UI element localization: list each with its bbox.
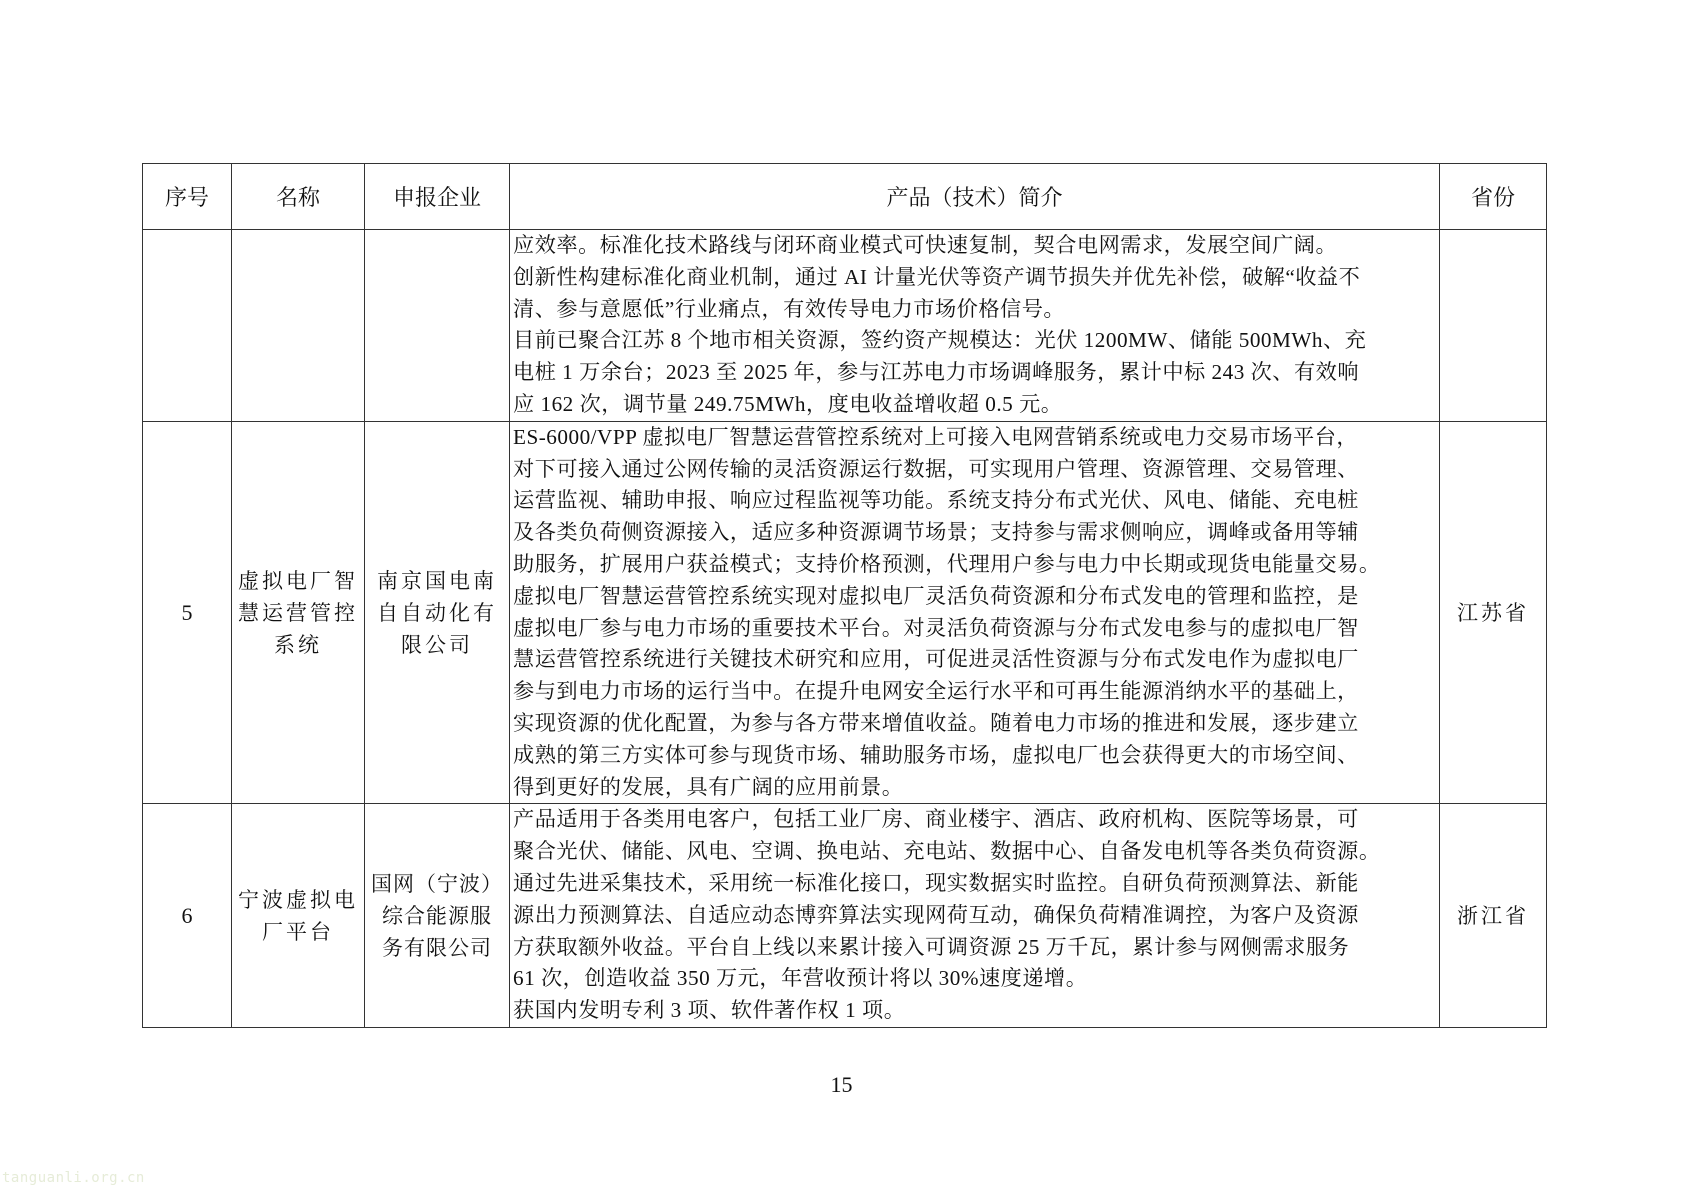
table-header-row xyxy=(143,164,1547,230)
name-line: 慧运营管控 xyxy=(238,600,358,625)
product-table xyxy=(142,163,1547,1028)
watermark: tanguanli.org.cn xyxy=(2,1170,145,1186)
description-line: 助服务，扩展用户获益模式；支持价格预测，代理用户参与电力中长期或现货电能量交易。 xyxy=(513,551,1381,576)
description-line: 得到更好的发展，具有广阔的应用前景。 xyxy=(513,774,904,799)
description-line: 获国内发明专利 3 项、软件著作权 1 项。 xyxy=(513,998,906,1023)
header-name: 名称 xyxy=(232,164,365,230)
cell-name xyxy=(232,421,365,804)
description-line: 电桩 1 万余台；2023 至 2025 年，参与江苏电力市场调峰服务，累计中标 243 次、有效响 xyxy=(513,360,1360,385)
name-line: 厂平台 xyxy=(262,919,334,944)
description-line: 方获取额外收益。平台自上线以来累计接入可调资源 25 万千瓦，累计参与网侧需求服务 xyxy=(513,934,1350,959)
header-company: 申报企业 xyxy=(365,164,510,230)
description-line: 参与到电力市场的运行当中。在提升电网安全运行水平和可再生能源消纳水平的基础上， xyxy=(513,679,1359,704)
cell-company xyxy=(365,230,510,422)
table-row xyxy=(143,230,1547,422)
cell-province xyxy=(1440,230,1547,422)
description-line: 源出力预测算法、自适应动态博弈算法实现网荷互动，确保负荷精准调控，为客户及资源 xyxy=(513,902,1359,927)
name-line: 系统 xyxy=(274,632,322,657)
header-description: 产品（技术）简介 xyxy=(510,164,1440,230)
cell-serial-number: 5 xyxy=(143,421,232,804)
description-line: 清、参与意愿低”行业痛点，有效传导电力市场价格信号。 xyxy=(513,296,1066,321)
description-line: 创新性构建标准化商业机制，通过 AI 计量光伏等资产调节损失并优先补偿，破解“收益不 xyxy=(513,264,1361,289)
description-line: 聚合光伏、储能、风电、空调、换电站、充电站、数据中心、自备发电机等各类负荷资源。 xyxy=(513,839,1381,864)
description-line: 61 次，创造收益 350 万元，年营收预计将以 30%速度递增。 xyxy=(513,966,1088,991)
name-line: 虚拟电厂智 xyxy=(238,568,358,593)
cell-description xyxy=(510,421,1440,804)
description-line: 产品适用于各类用电客户，包括工业厂房、商业楼宇、酒店、政府机构、医院等场景，可 xyxy=(513,807,1359,832)
cell-serial-number xyxy=(143,230,232,422)
company-line: 务有限公司 xyxy=(382,935,492,960)
description-line: 及各类负荷侧资源接入，适应多种资源调节场景；支持参与需求侧响应，调峰或备用等辅 xyxy=(513,520,1359,545)
cell-province: 江苏省 xyxy=(1440,421,1547,804)
description-line: 目前已聚合江苏 8 个地市相关资源，签约资产规模达：光伏 1200MW、储能 500MWh、充 xyxy=(513,328,1367,353)
cell-name xyxy=(232,230,365,422)
cell-company xyxy=(365,804,510,1028)
cell-description xyxy=(510,230,1440,422)
header-serial-number: 序号 xyxy=(143,164,232,230)
name-line: 宁波虚拟电 xyxy=(238,887,358,912)
cell-name xyxy=(232,804,365,1028)
page-number: 15 xyxy=(830,1072,853,1097)
company-line: 国网（宁波） xyxy=(371,871,503,896)
description-line: 通过先进采集技术，采用统一标准化接口，现实数据实时监控。自研负荷预测算法、新能 xyxy=(513,870,1359,895)
table-row xyxy=(143,804,1547,1028)
description-line: 慧运营管控系统进行关键技术研究和应用，可促进灵活性资源与分布式发电作为虚拟电厂 xyxy=(513,647,1359,672)
cell-description xyxy=(510,804,1440,1028)
company-line: 限公司 xyxy=(401,632,473,657)
description-line: 成熟的第三方实体可参与现货市场、辅助服务市场，虚拟电厂也会获得更大的市场空间、 xyxy=(513,742,1359,767)
description-line: 实现资源的优化配置，为参与各方带来增值收益。随着电力市场的推进和发展，逐步建立 xyxy=(513,710,1359,735)
company-line: 综合能源服 xyxy=(382,903,492,928)
cell-province: 浙江省 xyxy=(1440,804,1547,1028)
description-line: 对下可接入通过公网传输的灵活资源运行数据，可实现用户管理、资源管理、交易管理、 xyxy=(513,456,1359,481)
header-province: 省份 xyxy=(1440,164,1547,230)
description-line: 应 162 次，调节量 249.75MWh，度电收益增收超 0.5 元。 xyxy=(513,391,1063,416)
cell-serial-number: 6 xyxy=(143,804,232,1028)
company-line: 南京国电南 xyxy=(377,568,497,593)
company-line: 自自动化有 xyxy=(377,600,497,625)
description-line: 运营监视、辅助申报、响应过程监视等功能。系统支持分布式光伏、风电、储能、充电桩 xyxy=(513,488,1359,513)
description-line: 虚拟电厂智慧运营管控系统实现对虚拟电厂灵活负荷资源和分布式发电的管理和监控，是 xyxy=(513,583,1359,608)
cell-company xyxy=(365,421,510,804)
description-line: 应效率。标准化技术路线与闭环商业模式可快速复制，契合电网需求，发展空间广阔。 xyxy=(513,233,1338,257)
description-line: 虚拟电厂参与电力市场的重要技术平台。对灵活负荷资源与分布式发电参与的虚拟电厂智 xyxy=(513,615,1359,640)
table-row xyxy=(143,421,1547,804)
description-line: ES-6000/VPP 虚拟电厂智慧运营管控系统对上可接入电网营销系统或电力交易市场平台， xyxy=(513,424,1359,449)
